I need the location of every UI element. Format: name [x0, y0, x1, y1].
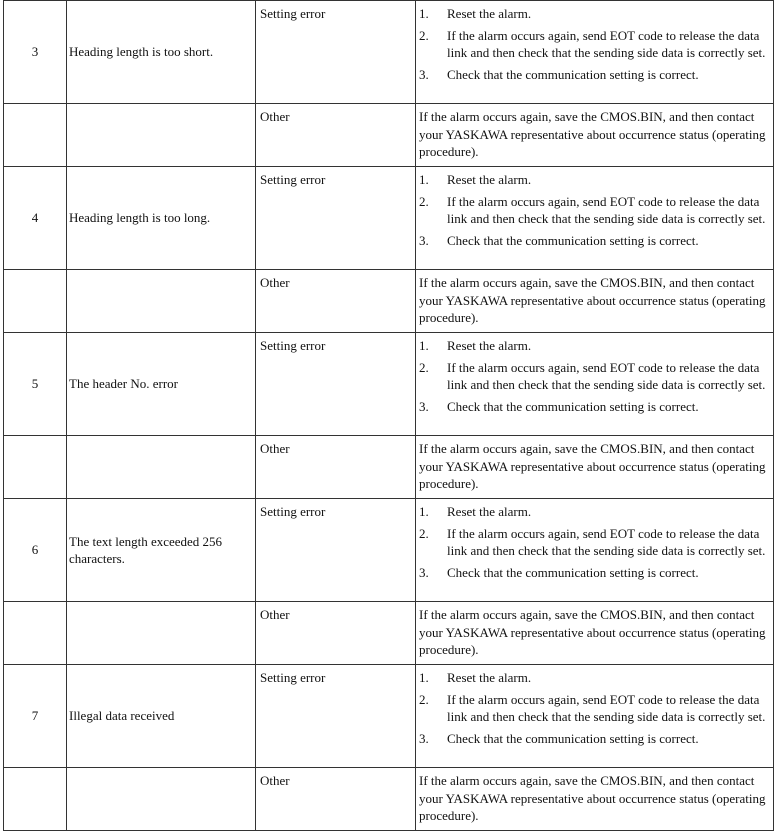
remedy-step [419, 171, 769, 189]
alarm-row [4, 1, 774, 104]
step-text: Reset the alarm. [447, 670, 532, 685]
cause-setting-error: Setting error [256, 167, 416, 270]
alarm-sub-code: 5 [4, 333, 67, 436]
remedy-step [419, 5, 769, 23]
alarm-sub-code: 7 [4, 665, 67, 768]
step-text: Check that the communication setting is correct. [447, 730, 699, 746]
alarm-row [4, 333, 774, 436]
step-number: 2. [419, 525, 429, 541]
step-text: Check that the communication setting is correct. [447, 66, 699, 82]
step-text: Reset the alarm. [447, 504, 532, 519]
remedy-step [419, 730, 769, 748]
remedy-steps-cell [416, 665, 774, 768]
alarm-other-row [4, 602, 774, 665]
cause-setting-error: Setting error [256, 333, 416, 436]
cause-setting-error: Setting error [256, 499, 416, 602]
remedy-other-text: If the alarm occurs again, save the CMOS.BIN, and then contact your YASKAWA representative about occurrence status (operating procedure). [416, 436, 774, 499]
alarm-sub-code: 3 [4, 1, 67, 104]
empty-cell [67, 436, 256, 499]
remedy-steps [419, 503, 769, 581]
remedy-step [419, 503, 769, 521]
alarm-sub-code: 6 [4, 499, 67, 602]
step-text: Reset the alarm. [447, 338, 532, 353]
empty-cell [4, 436, 67, 499]
remedy-steps [419, 669, 769, 747]
alarm-other-row [4, 768, 774, 831]
step-number: 1. [419, 6, 429, 21]
cause-other: Other [256, 436, 416, 499]
remedy-step [419, 669, 769, 687]
cause-other: Other [256, 270, 416, 333]
empty-cell [67, 768, 256, 831]
alarm-description: The text length exceeded 256 characters. [67, 499, 256, 602]
alarm-remedy-table-body [4, 1, 774, 831]
remedy-step [419, 398, 769, 416]
remedy-steps-cell [416, 333, 774, 436]
alarm-description: Heading length is too long. [67, 167, 256, 270]
remedy-other-text: If the alarm occurs again, save the CMOS.BIN, and then contact your YASKAWA representative about occurrence status (operating procedure). [416, 768, 774, 831]
step-number: 3. [419, 730, 429, 746]
step-number: 1. [419, 670, 429, 685]
step-number: 3. [419, 232, 429, 248]
alarm-row [4, 167, 774, 270]
alarm-other-row [4, 270, 774, 333]
empty-cell [4, 602, 67, 665]
alarm-description: Illegal data received [67, 665, 256, 768]
step-number: 3. [419, 564, 429, 580]
cause-other: Other [256, 602, 416, 665]
step-text: If the alarm occurs again, send EOT code to release the data link and then check that the sending side data is correctly set. [447, 691, 766, 724]
step-number: 1. [419, 338, 429, 353]
alarm-row [4, 665, 774, 768]
step-number: 2. [419, 359, 429, 375]
step-number: 1. [419, 504, 429, 519]
step-text: Check that the communication setting is correct. [447, 232, 699, 248]
step-number: 1. [419, 172, 429, 187]
remedy-step [419, 525, 769, 560]
remedy-step [419, 337, 769, 355]
alarm-description: Heading length is too short. [67, 1, 256, 104]
alarm-sub-code: 4 [4, 167, 67, 270]
remedy-step [419, 27, 769, 62]
remedy-steps-cell [416, 1, 774, 104]
remedy-step [419, 193, 769, 228]
step-text: If the alarm occurs again, send EOT code to release the data link and then check that the sending side data is correctly set. [447, 193, 766, 226]
alarm-other-row [4, 436, 774, 499]
remedy-steps [419, 171, 769, 249]
cause-other: Other [256, 104, 416, 167]
cause-other: Other [256, 768, 416, 831]
step-number: 3. [419, 398, 429, 414]
alarm-remedy-table [3, 0, 774, 831]
step-text: If the alarm occurs again, send EOT code to release the data link and then check that the sending side data is correctly set. [447, 359, 766, 392]
empty-cell [4, 768, 67, 831]
step-number: 3. [419, 66, 429, 82]
remedy-steps [419, 337, 769, 415]
step-text: Reset the alarm. [447, 6, 532, 21]
step-number: 2. [419, 27, 429, 43]
step-text: If the alarm occurs again, send EOT code to release the data link and then check that the sending side data is correctly set. [447, 525, 766, 558]
remedy-other-text: If the alarm occurs again, save the CMOS.BIN, and then contact your YASKAWA representative about occurrence status (operating procedure). [416, 104, 774, 167]
empty-cell [4, 270, 67, 333]
step-number: 2. [419, 193, 429, 209]
alarm-description: The header No. error [67, 333, 256, 436]
alarm-other-row [4, 104, 774, 167]
empty-cell [67, 104, 256, 167]
remedy-steps [419, 5, 769, 83]
remedy-other-text: If the alarm occurs again, save the CMOS.BIN, and then contact your YASKAWA representative about occurrence status (operating procedure). [416, 602, 774, 665]
remedy-steps-cell [416, 167, 774, 270]
step-number: 2. [419, 691, 429, 707]
remedy-step [419, 66, 769, 84]
empty-cell [67, 270, 256, 333]
step-text: Check that the communication setting is correct. [447, 398, 699, 414]
remedy-step [419, 232, 769, 250]
alarm-row [4, 499, 774, 602]
remedy-step [419, 564, 769, 582]
cause-setting-error: Setting error [256, 1, 416, 104]
step-text: Reset the alarm. [447, 172, 532, 187]
cause-setting-error: Setting error [256, 665, 416, 768]
step-text: If the alarm occurs again, send EOT code to release the data link and then check that the sending side data is correctly set. [447, 27, 766, 60]
empty-cell [67, 602, 256, 665]
empty-cell [4, 104, 67, 167]
remedy-step [419, 359, 769, 394]
remedy-step [419, 691, 769, 726]
remedy-steps-cell [416, 499, 774, 602]
step-text: Check that the communication setting is correct. [447, 564, 699, 580]
remedy-other-text: If the alarm occurs again, save the CMOS.BIN, and then contact your YASKAWA representative about occurrence status (operating procedure). [416, 270, 774, 333]
